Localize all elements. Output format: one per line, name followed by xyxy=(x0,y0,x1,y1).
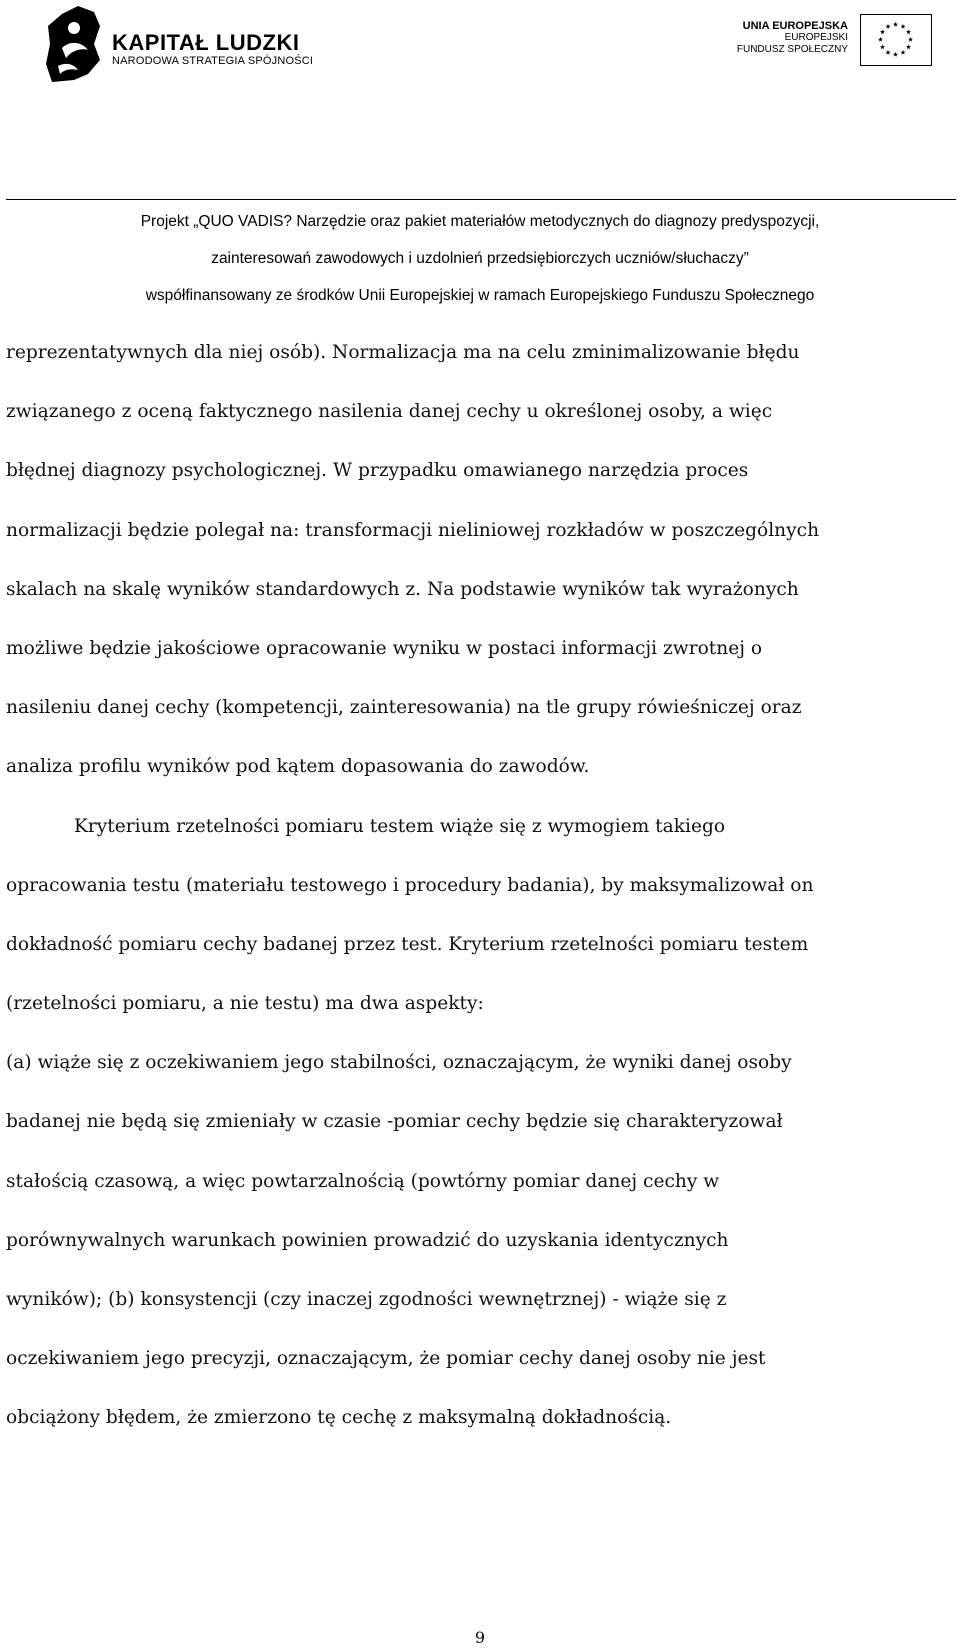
body-line: Kryterium rzetelności pomiaru testem wiąże się z wymogiem takiego xyxy=(74,815,726,837)
document-body xyxy=(6,323,946,1448)
body-line: nasileniu danej cechy (kompetencji, zainteresowania) na tle grupy rówieśniczej oraz xyxy=(6,697,802,719)
kapital-ludzki-logo xyxy=(44,4,314,84)
eu-logo-line1: UNIA EUROPEJSKA xyxy=(742,20,848,32)
body-line: wyników); (b) konsystencji (czy inaczej zgodności wewnętrznej) - wiąże się z xyxy=(6,1289,727,1310)
eu-logo-line2: EUROPEJSKI xyxy=(784,32,848,43)
eu-star-icon xyxy=(880,29,885,34)
body-line: stałością czasową, a więc powtarzalnością (powtórny pomiar danej cechy w xyxy=(6,1170,720,1192)
page-number: 9 xyxy=(474,1628,486,1647)
eu-star-icon xyxy=(893,52,898,57)
eu-stars-flag-icon xyxy=(860,14,932,66)
body-line: obciążony błędem, że zmierzono tę cechę z maksymalną dokładnością. xyxy=(6,1407,672,1429)
body-line: skalach na skalę wyników standardowych z. Na podstawie wyników tak wyrażonych xyxy=(6,578,799,600)
body-line: badanej nie będą się zmieniały w czasie -pomiar cechy będzie się charakteryzował xyxy=(6,1111,783,1133)
body-line: opracowania testu (materiału testowego i procedury badania), by maksymalizował on xyxy=(6,874,814,896)
eu-logo-text xyxy=(737,20,848,56)
project-line-2: zainteresowań zawodowych i uzdolnień przedsiębiorczych uczniów/słuchaczy” xyxy=(211,250,749,267)
kapital-ludzki-emblem-icon xyxy=(44,4,108,84)
eu-star-icon xyxy=(878,37,883,42)
body-line: reprezentatywnych dla niej osób). Normalizacja ma na celu zminimalizowanie błędu xyxy=(6,342,800,363)
body-line: (rzetelności pomiaru, a nie testu) ma dwa aspekty: xyxy=(6,993,484,1015)
eu-star-icon xyxy=(901,50,906,55)
body-line: porównywalnych warunkach powinien prowadzić do uzyskania identycznych xyxy=(6,1229,729,1251)
body-line: normalizacji będzie polegał na: transformacji nieliniowej rozkładów w poszczególnych xyxy=(6,519,820,541)
logo-subtitle: NARODOWA STRATEGIA SPÓJNOŚCI xyxy=(112,55,314,67)
body-line: oczekiwaniem jego precyzji, oznaczającym, że pomiar cechy danej osoby nie jest xyxy=(6,1348,766,1370)
project-line-1: Projekt „QUO VADIS? Narzędzie oraz pakiet materiałów metodycznych do diagnozy predyspozycji, xyxy=(140,213,820,230)
eu-star-icon xyxy=(893,22,898,27)
project-line-3: współfinansowany ze środków Unii Europejskiej w ramach Europejskiego Funduszu Społecznego xyxy=(145,287,815,304)
eu-efs-logo xyxy=(724,14,932,70)
eu-star-icon xyxy=(906,29,911,34)
eu-logo-line3: FUNDUSZ SPOŁECZNY xyxy=(736,44,848,55)
eu-star-icon xyxy=(901,24,906,29)
eu-stars-circle xyxy=(861,15,930,64)
eu-star-icon xyxy=(908,37,913,42)
body-line: błędnej diagnozy psychologicznej. W przypadku omawianego narzędzia proces xyxy=(6,460,749,482)
body-line: możliwe będzie jakościowe opracowanie wyniku w postaci informacji zwrotnej o xyxy=(6,637,763,659)
header-divider xyxy=(6,199,956,200)
eu-star-icon xyxy=(880,44,885,49)
body-line: (a) wiąże się z oczekiwaniem jego stabilności, oznaczającym, że wyniki danej osoby xyxy=(6,1052,792,1074)
body-line: związanego z oceną faktycznego nasilenia danej cechy u określonej osoby, a więc xyxy=(6,401,773,423)
project-header-text xyxy=(0,203,960,314)
eu-star-icon xyxy=(886,24,891,29)
body-line: dokładność pomiaru cechy badanej przez test. Kryterium rzetelności pomiaru testem xyxy=(6,933,809,955)
eu-star-icon xyxy=(886,50,891,55)
body-line: analiza profilu wyników pod kątem dopasowania do zawodów. xyxy=(6,756,590,778)
eu-star-icon xyxy=(906,44,911,49)
logo-title: KAPITAŁ LUDZKI xyxy=(112,30,300,55)
